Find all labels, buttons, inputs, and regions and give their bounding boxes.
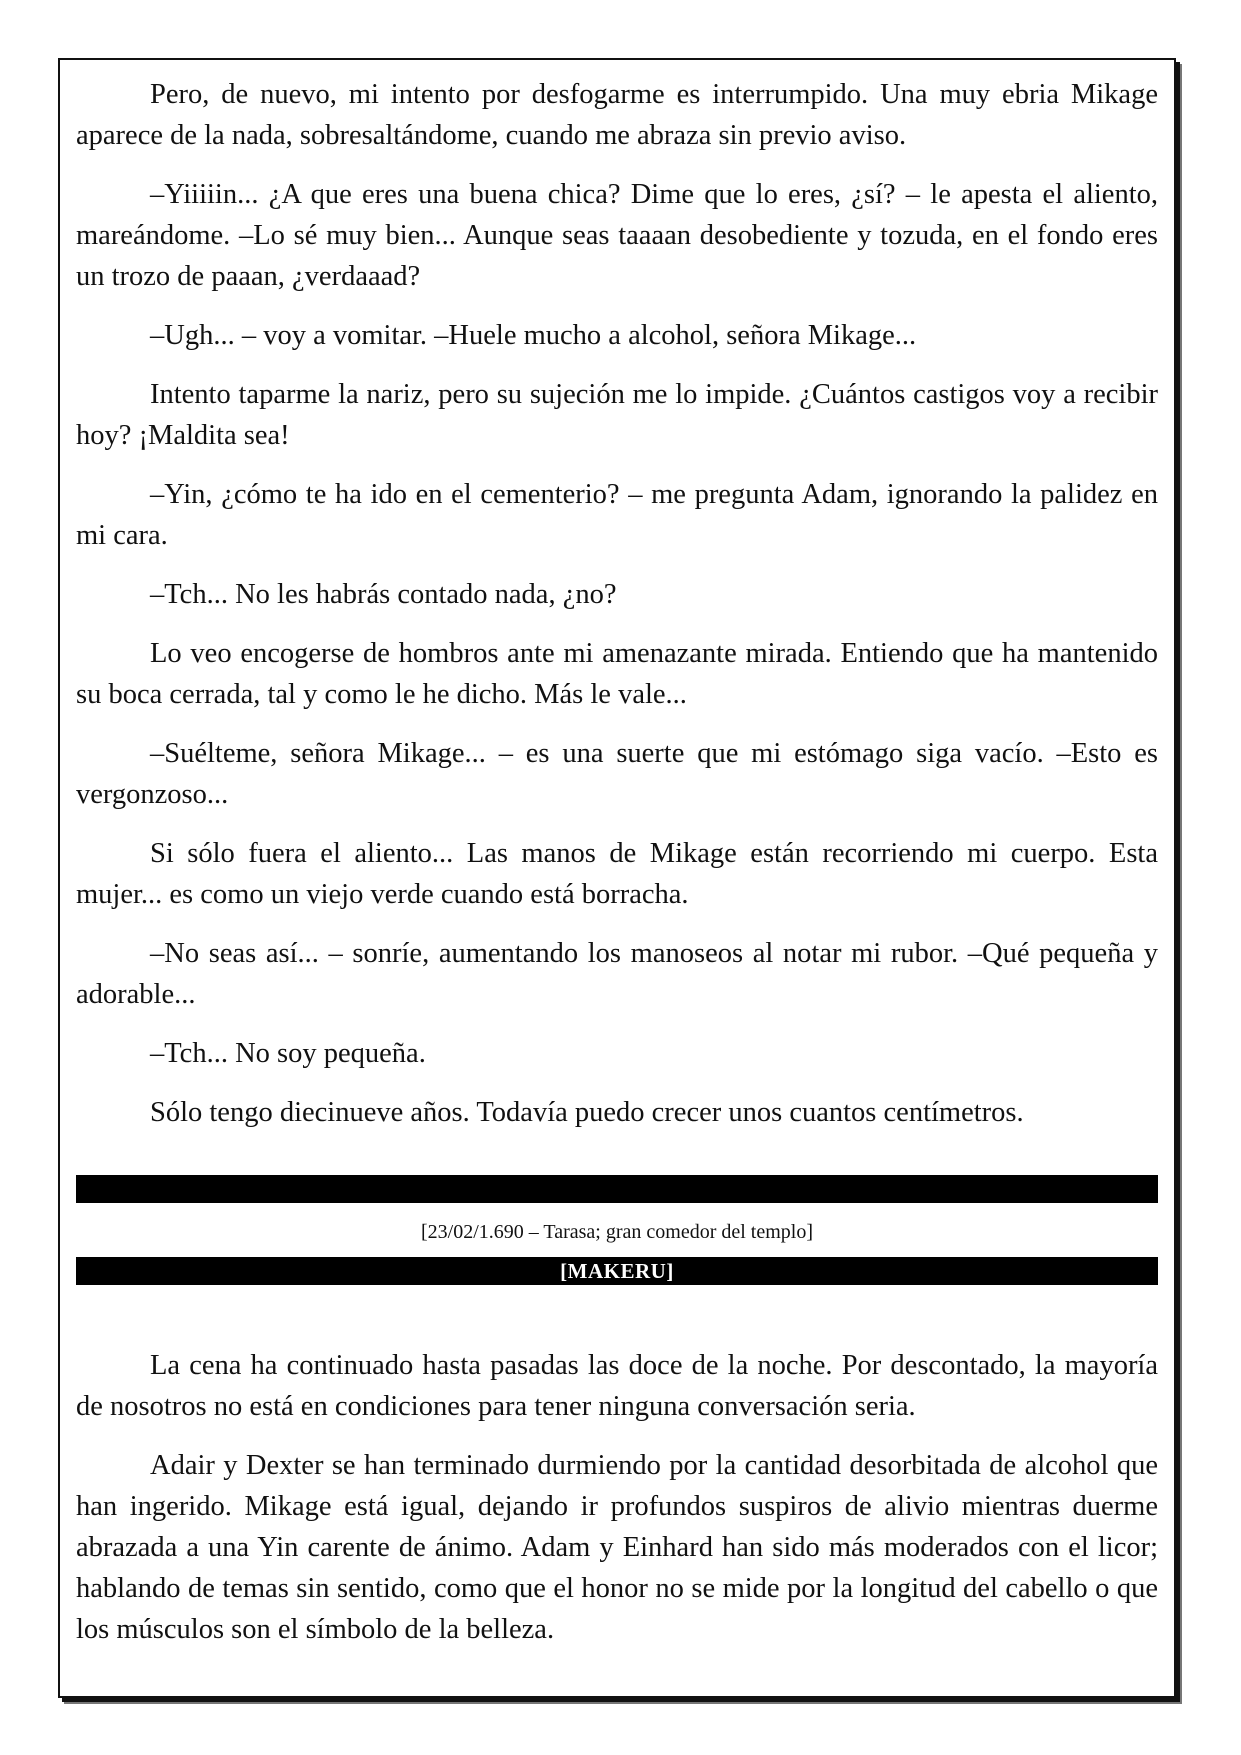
- paragraph: Pero, de nuevo, mi intento por desfogarme es interrumpido. Una muy ebria Mikage aparece de la nada, sobresaltándome, cuando me abraza sin previo aviso.: [76, 79, 1158, 151]
- scene-header: [23/02/1.690 – Tarasa; gran comedor del templo]: [420, 1221, 813, 1243]
- paragraph: La cena ha continuado hasta pasadas las doce de la noche. Por descontado, la mayoría de nosotros no está en condiciones para tener ninguna conversación seria.: [76, 1350, 1158, 1422]
- paragraph: Sólo tengo diecinueve años. Todavía puedo crecer unos cuantos centímetros.: [150, 1097, 1024, 1128]
- paragraph: –Tch... No soy pequeña.: [150, 1038, 426, 1069]
- paragraph: –Yin, ¿cómo te ha ido en el cementerio? – me pregunta Adam, ignorando la palidez en mi cara.: [76, 479, 1158, 551]
- narrator-banner: [MAKERU]: [76, 1257, 1158, 1285]
- paragraph: Adair y Dexter se han terminado durmiendo por la cantidad desorbitada de alcohol que han ingerido. Mikage está igual, dejando ir profundos suspiros de alivio mientras duerme abrazada a una Yin carente de ánimo. Adam y Einhard han sido más moderados con el licor; hablando de temas sin sentido, como que el honor no se mide por la longitud del cabello o que los músculos son el símbolo de la belleza.: [76, 1450, 1158, 1645]
- paragraph: Si sólo fuera el aliento... Las manos de Mikage están recorriendo mi cuerpo. Esta mujer... es como un viejo verde cuando está borracha.: [76, 838, 1158, 910]
- page-content: [76, 74, 1158, 1696]
- section-makeru: [76, 1345, 1158, 1650]
- paragraph: –Tch... No les habrás contado nada, ¿no?: [150, 579, 617, 610]
- page-frame: [58, 58, 1176, 1698]
- paragraph: –Yiiiiin... ¿A que eres una buena chica? Dime que lo eres, ¿sí? – le apesta el aliento, mareándome. –Lo sé muy bien... Aunque seas taaaan desobediente y tozuda, en el fondo eres un trozo de paaan, ¿verdaaad?: [76, 179, 1158, 292]
- paragraph: –No seas así... – sonríe, aumentando los manoseos al notar mi rubor. –Qué pequeña y adorable...: [76, 938, 1158, 1010]
- paragraph: Lo veo encogerse de hombros ante mi amenazante mirada. Entiendo que ha mantenido su boca cerrada, tal y como le he dicho. Más le vale...: [76, 638, 1158, 710]
- section-yin: [76, 74, 1158, 1133]
- paragraph: Intento taparme la nariz, pero su sujeción me lo impide. ¿Cuántos castigos voy a recibir hoy? ¡Maldita sea!: [76, 379, 1158, 451]
- paragraph: –Ugh... – voy a vomitar. –Huele mucho a alcohol, señora Mikage...: [150, 320, 917, 351]
- paragraph: –Suélteme, señora Mikage... – es una suerte que mi estómago siga vacío. –Esto es vergonzoso...: [76, 738, 1158, 810]
- section-divider-bar: [76, 1175, 1158, 1203]
